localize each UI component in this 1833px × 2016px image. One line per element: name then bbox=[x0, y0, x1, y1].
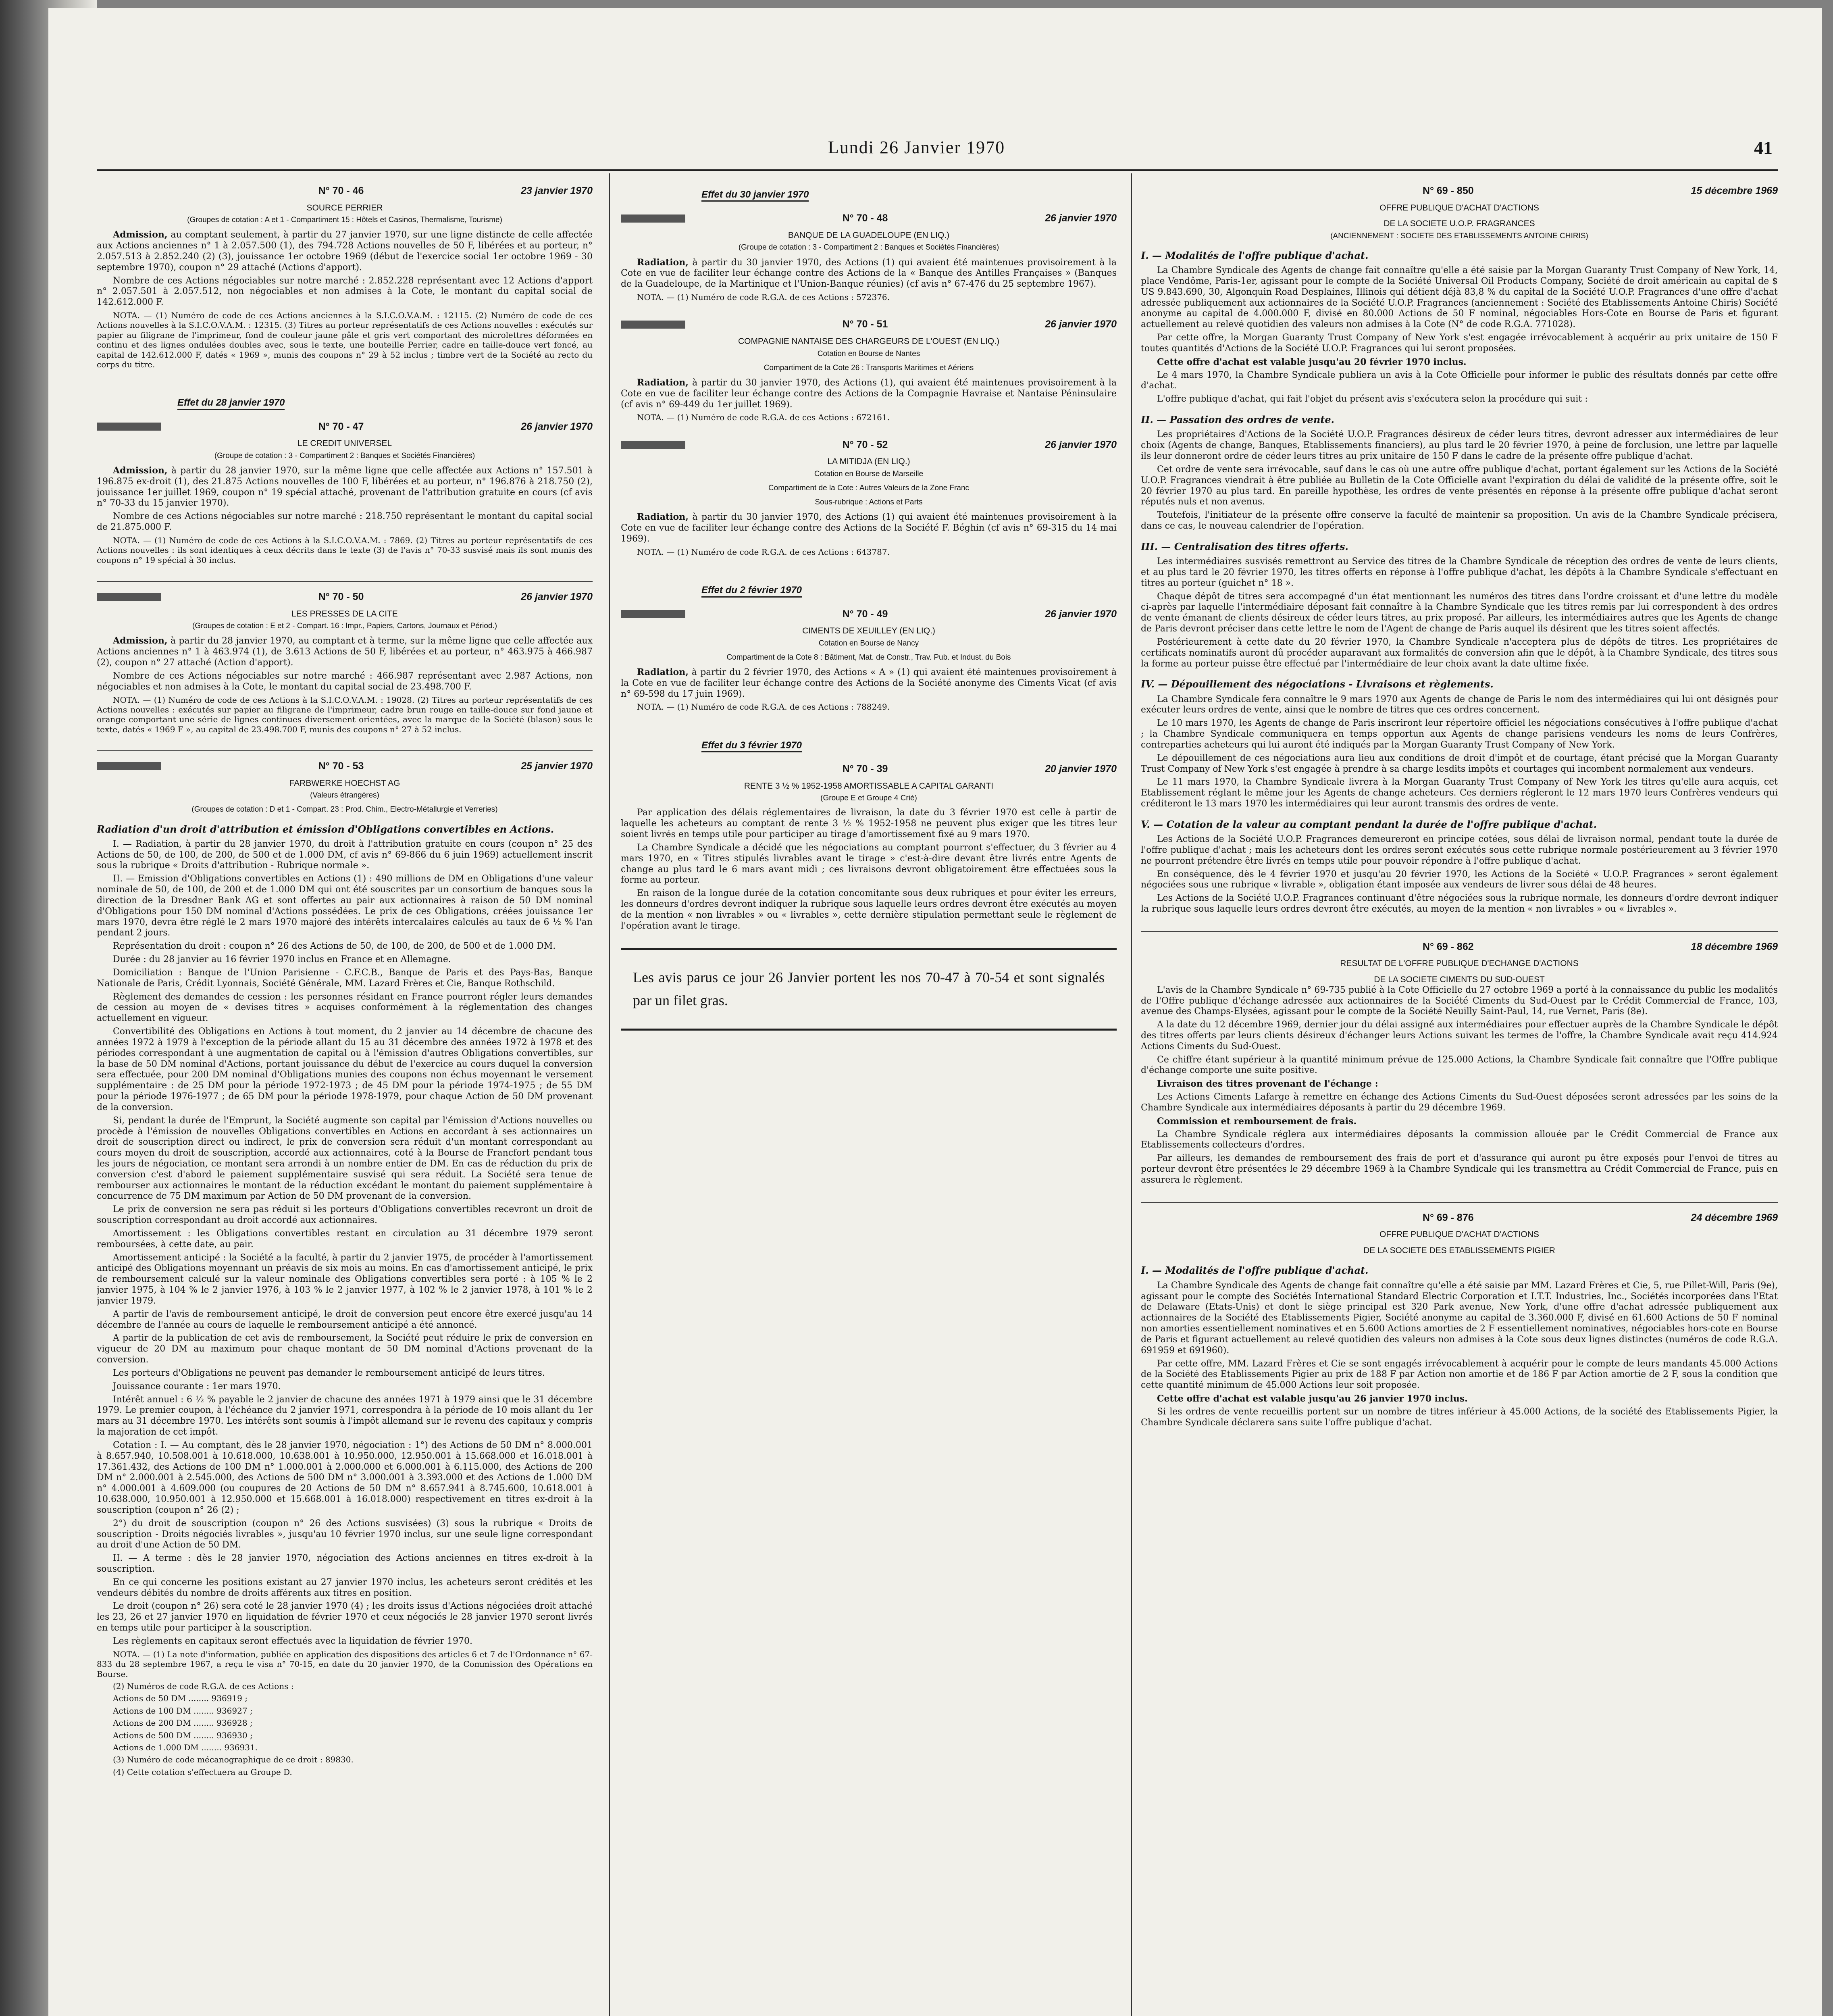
notice-summary: Les avis parus ce jour 26 Janvier portent les nos 70-47 à 70-54 et sont signalés par un filet gras. bbox=[633, 969, 1105, 1009]
section-heading: II. — Passation des ordres de vente. bbox=[1141, 414, 1334, 426]
column-divider-1 bbox=[609, 173, 610, 2016]
paragraph: II. — Emission d'Obligations convertibles en Actions (1) : 490 millions de DM en Obligations d'une valeur nominale de 50, de 100, de 200 et de 1.000 DM qui ont été souscrites par un consortium de banques sous la direction de la Dresdner Bank AG et sont offertes au pair aux actionnaires à raison de 50 DM nominal d'Obligations pour 150 DM nominal d'Actions possédées. Le prix de ces Obligations, créées jouissance 1er mars 1970, devra être réglé le 2 mars 1970 majoré des intérêts intercalaires calculés au taux de 6 ½ % l'an pendant 2 jours. bbox=[97, 874, 593, 938]
notice-number: N° 70 - 51 bbox=[842, 319, 888, 330]
paragraph: Si, pendant la durée de l'Emprunt, la Société augmente son capital par l'émission d'Actions nouvelles ou procède à l'émission de nouvelles Obligations convertibles en Actions en accordant à ses actionnaires un droit de souscription direct ou indirect, le prix de conversion sera réduit d'un montant correspondant au cours moyen du droit de souscription, accordé aux actionnaires, coté à la Bourse de Francfort pendant tous les jours de négociation, ce montant sera arrondi à un nombre entier de DM. En cas de réduction du prix de conversion c'est d'abord le paiement supplémentaire susvisé qui sera réduit. La Société sera tenue de rembourser aux actionnaires le montant de la réduction excédant le montant du paiement supplémentaire à concurrence de 75 DM maximum par Action de 50 DM provenant de la conversion. bbox=[97, 1115, 593, 1202]
paragraph: La Chambre Syndicale des Agents de change fait connaître qu'elle a été saisie par MM. Lazard Frères et Cie, 5, rue Pillet-Will, Paris (9e), agissant pour le compte des Sociétés International Standard Electric Corporation et I.T.T. Industries, Inc., Sociétés incorporées dans l'Etat de Delaware (Etats-Unis) et dont le siège principal est 320 Park avenue, New York, d'une offre d'achat adressée publiquement aux actionnaires de la Société des Etablissements Pigier, Société anonyme au capital de 3.360.000 F, divisé en 61.600 Actions de 50 F nominal non amorties essentiellement nominatives et en 5.600 Actions amorties de 2 F essentiellement nominatives, négociables hors-cote en Bourse de Paris et figurant actuellement au relevé quotidien des valeurs non admises à la Cote sous deux lignes distinctes (numéros de code R.G.A. 691959 et 691960). bbox=[1141, 1280, 1778, 1356]
company-name: LES PRESSES DE LA CITE bbox=[291, 609, 398, 619]
paragraph: Les Actions de la Société U.O.P. Fragrances continuant d'être négociées sous la rubrique normale, les donneurs d'ordre devront indiquer la rubrique sous laquelle leurs ordres devront être exécutés, au moyen de la mention « non livrables » ou « livrables ». bbox=[1141, 893, 1778, 914]
effective-date-heading: Effet du 2 février 1970 bbox=[701, 584, 802, 597]
paragraph: Jouissance courante : 1er mars 1970. bbox=[113, 1381, 281, 1391]
nota: (4) Cette cotation s'effectuera au Groupe D. bbox=[113, 1767, 292, 1777]
paragraph: Chaque dépôt de titres sera accompagné d'un état mentionnant les numéros des titres dans l'ordre croissant et d'une lettre du modèle ci-après par laquelle l'intermédiaire déposant fait connaître à la Chambre Syndicale que les titres remis par lui correspondent à des ordres de vente émanant de clients désireux de céder leurs titres, au prix proposé. Par ailleurs, les intermédiaires autres que les Agents de change de Paris devront préciser dans cette lettre le nom de l'Agent de change de Paris auquel ils désirent que les titres soient affectés. bbox=[1141, 591, 1778, 634]
notice-69-850 bbox=[1141, 185, 1778, 915]
paragraph: Admission, à partir du 28 janvier 1970, sur la même ligne que celle affectée aux Actions n° 157.501 à 196.875 ex-droit (1), des 21.875 Actions nouvelles de 100 F, libérées et au porteur, n° 196.876 à 218.750 (2), jouissance 1er juillet 1969, coupon n° 19 spécial attaché, provenant de l'attribution gratuite en cours (cf avis n° 70-33 du 15 janvier 1970). bbox=[97, 465, 593, 508]
paragraph: En raison de la longue durée de la cotation concomitante sous deux rubriques et pour éviter les erreurs, les donneurs d'ordres devront indiquer la rubrique sous laquelle leurs ordres devront être exécutés au moyen de la mention « non livrables » ou « livrables », cette dernière stipulation permettant seule le règlement de l'opération avant le tirage. bbox=[621, 888, 1117, 931]
group-line: (Groupes de cotation : E et 2 - Compart. 16 : Impr., Papiers, Cartons, Journaux et Périod.) bbox=[192, 622, 497, 631]
paragraph: Domiciliation : Banque de l'Union Parisienne - C.F.C.B., Banque de Paris et des Pays-Bas, Banque Nationale de Paris, Crédit Lyonnais, Société Générale, MM. Lazard Frères et Cie, Banque Rothschild. bbox=[97, 967, 593, 989]
bold-rule-marker bbox=[621, 441, 685, 449]
paragraph: Postérieurement à cette date du 20 février 1970, la Chambre Syndicale n'acceptera plus de dépôts de titres. Les propriétaires de certificats nominatifs auront dû procéder auparavant aux formalités de conversion afin que le dépôt, à la Chambre Syndicale, des titres sous la forme au porteur puisse être effectué par l'intermédiaire de leur choix avant la date ultime fixée. bbox=[1141, 637, 1778, 669]
notice-date: 26 janvier 1970 bbox=[521, 591, 593, 603]
nota: (2) Numéros de code R.G.A. de ces Actions : bbox=[113, 1681, 294, 1691]
paragraph: Les intermédiaires susvisés remettront au Service des titres de la Chambre Syndicale de réception des ordres de vente de leurs clients, et au plus tard le 20 février 1970, les titres offerts en réponse à l'offre publique d'achat, les dépôts à la Chambre Syndicale s'effectuant en titres au porteur (guichet n° 18 ». bbox=[1141, 556, 1778, 588]
notice-69-876 bbox=[1141, 1212, 1778, 1429]
notice-date: 26 janvier 1970 bbox=[1045, 439, 1117, 450]
paragraph: A partir de l'avis de remboursement anticipé, le droit de conversion peut encore être exercé jusqu'au 14 décembre de l'année au cours de laquelle le remboursement anticipé a été annoncé. bbox=[97, 1309, 593, 1330]
code-line: Actions de 200 DM ........ 936928 ; bbox=[113, 1718, 253, 1728]
paragraph: Admission, à partir du 28 janvier 1970, au comptant et à terme, sur la même ligne que celle affectée aux Actions anciennes n° 1 à 463.974 (1), de 3.613 Actions de 50 F, libérées et au porteur, n° 463.975 à 466.987 (2), coupon n° 27 attaché (Action d'apport). bbox=[97, 635, 593, 668]
paragraph: Ce chiffre étant supérieur à la quantité minimum prévue de 125.000 Actions, la Chambre Syndicale fait connaître que l'Offre publique d'échange comporte une suite positive. bbox=[1141, 1054, 1778, 1076]
paragraph: Le 4 mars 1970, la Chambre Syndicale publiera un avis à la Cote Officielle pour informer le public des résultats donnés par cette offre d'achat. bbox=[1141, 370, 1778, 391]
paragraph: Intérêt annuel : 6 ½ % payable le 2 janvier de chacune des années 1971 à 1979 ainsi que le 31 décembre 1979. Le premier coupon, à l'échéance du 2 janvier 1971, correspondra à la période de 10 mois allant du 1er mars au 31 décembre 1970. Les intérêts sont soumis à l'impôt allemand sur le revenu des capitaux y compris la majoration de cet impôt. bbox=[97, 1394, 593, 1437]
separator bbox=[97, 581, 593, 582]
company-name: COMPAGNIE NANTAISE DES CHARGEURS DE L'OUEST (EN LIQ.) bbox=[738, 336, 1000, 346]
paragraph: L'avis de la Chambre Syndicale n° 69-735 publié à la Cote Officielle du 27 octobre 1969 a porté à la connaissance du public les modalités de l'Offre publique d'échange adressée aux actionnaires de la Société Ciments du Sud-Ouest par le Crédit Commercial de France, 103, avenue des Champs-Elysées, agissant pour le compte de la Société Neuilly Saint-Paul, 14, rue Vernet, Paris (8e). bbox=[1141, 985, 1778, 1017]
paragraph: Cotation : I. — Au comptant, dès le 28 janvier 1970, négociation : 1°) des Actions de 50 DM n° 8.000.001 à 8.657.940, 10.508.001 à 10.618.000, 10.638.001 à 10.950.000, 12.950.001 à 15.668.000 et 16.018.001 à 17.361.432, des Actions de 100 DM n° 1.000.001 à 2.000.000 et 6.000.001 à 6.115.000, des Actions de 200 DM n° 2.000.001 à 2.545.000, des Actions de 500 DM n° 3.000.001 à 3.393.000 et des Actions de 1.000 DM n° 4.000.001 à 4.609.000 (ou coupures de 20 Actions de 50 DM n° 8.657.941 à 8.745.600, 10.618.001 à 10.638.000, 10.950.001 à 12.950.000 et 15.668.001 à 16.018.000) respectivement en titres ex-droit à la souscription (coupon n° 26 (2) ; bbox=[97, 1440, 593, 1515]
company-name: LA MITIDJA (EN LIQ.) bbox=[827, 457, 910, 467]
paragraph: Cette offre d'achat est valable jusqu'au 20 février 1970 inclus. bbox=[1157, 356, 1467, 367]
paragraph: Convertibilité des Obligations en Actions à tout moment, du 2 janvier au 14 décembre de chacune des années 1972 à 1979 à l'exception de la période allant du 15 au 31 décembre des années 1972 à 1978 et des périodes correspondant à une augmentation de capital ou à l'émission d'autres Obligations convertibles, sur la base de 50 DM nominal d'Actions, portant jouissance du début de l'exercice au cours duquel la conversion sera effectuée, pour 200 DM nominal d'Obligations munies des coupons non échus moyennant le versement supplémentaire : de 25 DM pour la période 1972-1973 ; de 45 DM pour la période 1974-1975 ; de 55 DM pour la période 1976-1977 ; de 65 DM pour la période 1978-1979, pour chaque Action de 50 DM provenant de la conversion. bbox=[97, 1027, 593, 1112]
sub-line: Cotation en Bourse de Nantes bbox=[817, 349, 920, 358]
nota: NOTA. — (1) Numéro de code de ces Actions à la S.I.C.O.V.A.M. : 19028. (2) Titres au porteur représentatifs de ces Actions nouvelles : exécutés sur papier au filigrane de l'imprimeur, cadre brun rouge en taille-douce sur fond jaune et orange comportant une série de lignes continues diversement orientées, avec la marque de la Société (blason) sous le texte, datés « 1969 F », au capital de 23.498.700 F, munis des coupons n° 27 à 52 inclus. bbox=[97, 695, 593, 734]
section-heading: V. — Cotation de la valeur au comptant pendant la durée de l'offre publique d'achat. bbox=[1141, 818, 1597, 830]
paragraph: 2°) du droit de souscription (coupon n° 26 des Actions susvisées) (3) sous la rubrique « Droits de souscription - Droits négociés livrables », jusqu'au 10 février 1970 inclus, sur une seule ligne correspondant au droit d'une Action de 50 DM. bbox=[97, 1518, 593, 1550]
company-name: LE CREDIT UNIVERSEL bbox=[297, 439, 392, 448]
notice-number: N° 70 - 39 bbox=[842, 763, 888, 775]
group-line: (Groupe de cotation : 3 - Compartiment 2 : Banques et Sociétés Financières) bbox=[738, 243, 999, 252]
nota: NOTA. — (1) Numéro de code de ces Actions à la S.I.C.O.V.A.M. : 7869. (2) Titres au porteur représentatifs de ces Actions nouvelles : ils sont identiques à ceux décrits dans le texte (3) de l'avis n° 70-33 susvisé mais ils sont munis des coupons n° 19 spécial à 30 inclus. bbox=[97, 535, 593, 565]
group-line: (Groupes de cotation : D et 1 - Compart. 23 : Prod. Chim., Electro-Métallurgie et Verreries) bbox=[191, 805, 498, 814]
notice-70-52 bbox=[621, 439, 1117, 557]
separator bbox=[97, 750, 593, 751]
section-heading: I. — Modalités de l'offre publique d'achat. bbox=[1141, 249, 1369, 261]
paragraph: L'offre publique d'achat, qui fait l'objet du présent avis s'exécutera selon la procédure qui suit : bbox=[1157, 394, 1588, 404]
notice-number: N° 69 - 850 bbox=[1422, 185, 1474, 196]
column-3 bbox=[1141, 177, 1778, 2016]
bold-rule-marker bbox=[97, 423, 161, 431]
paragraph: Les propriétaires d'Actions de la Société U.O.P. Fragrances désireux de céder leurs titres, devront adresser aux intermédiaires de leur choix (Agents de change, Banques, Etablissements financiers), au plus tard le 20 février 1970, à peine de forclusion, une lettre par laquelle ils leur donneront ordre de céder leurs titres au prix unitaire de 150 F dans le cadre de la présente offre publique d'achat. bbox=[1141, 429, 1778, 462]
paragraph: Les Actions Ciments Lafarge à remettre en échange des Actions Ciments du Sud-Ouest déposées seront adressées par les soins de la Chambre Syndicale aux intermédiaires déposants à partir du 29 décembre 1969. bbox=[1141, 1092, 1778, 1113]
paragraph: Toutefois, l'initiateur de la présente offre conserve la faculté de maintenir sa proposition. Un avis de la Chambre Syndicale précisera, dans ce cas, le nouveau calendrier de l'opération. bbox=[1141, 510, 1778, 531]
sub-rubrique-line: Sous-rubrique : Actions et Parts bbox=[815, 498, 923, 507]
nota: NOTA. — (1) Numéro de code R.G.A. de ces Actions : 643787. bbox=[637, 547, 890, 557]
notice-date: 24 décembre 1969 bbox=[1691, 1212, 1778, 1223]
paragraph: Radiation, à partir du 30 janvier 1970, des Actions (1) qui avaient été maintenues provisoirement à la Cote en vue de faciliter leur échange contre des Actions de la « Banque des Antilles Françaises » (Banques de la Guadeloupe, de la Martinique et l'Union-Banque réunies) (cf avis n° 67-476 du 25 septembre 1967). bbox=[621, 257, 1117, 289]
paragraph: Règlement des demandes de cession : les personnes résidant en France pourront régler leurs demandes de cession au moyen de « devises titres » acquises conformément à la réglementation des changes actuellement en vigueur. bbox=[97, 991, 593, 1024]
sub-line: Cotation en Bourse de Nancy bbox=[818, 639, 919, 648]
paragraph: A la date du 12 décembre 1969, dernier jour du délai assigné aux intermédiaires pour effectuer auprès de la Chambre Syndicale le dépôt des titres offerts par leurs clients désireux d'échanger leurs Actions suivant les termes de l'offre, la Chambre Syndicale avait reçu 414.924 Actions Ciments du Sud-Ouest. bbox=[1141, 1020, 1778, 1052]
company-name-2: DE LA SOCIETE DES ETABLISSEMENTS PIGIER bbox=[1363, 1245, 1555, 1255]
notice-date: 26 janvier 1970 bbox=[1045, 608, 1117, 620]
notice-date: 26 janvier 1970 bbox=[521, 421, 593, 432]
separator bbox=[1141, 931, 1778, 932]
company-name: SOURCE PERRIER bbox=[306, 203, 383, 212]
nota: NOTA. — (1) Numéro de code R.G.A. de ces Actions : 672161. bbox=[637, 412, 890, 423]
paragraph: II. — A terme : dès le 28 janvier 1970, négociation des Actions anciennes en titres ex-droit à la souscription. bbox=[97, 1553, 593, 1574]
paragraph: I. — Radiation, à partir du 28 janvier 1970, du droit à l'attribution gratuite en cours (coupon n° 25 des Actions de 50, de 100, de 200, de 500 et de 1.000 DM, cf avis n° 69-866 du 6 juin 1969) actuellement inscrit sous la rubrique « Droits d'attribution - Rubrique normale ». bbox=[97, 839, 593, 871]
group-line: Compartiment de la Cote : Autres Valeurs de la Zone Franc bbox=[768, 484, 970, 493]
paragraph: Les règlements en capitaux seront effectués avec la liquidation de février 1970. bbox=[113, 1636, 473, 1646]
company-name: OFFRE PUBLIQUE D'ACHAT D'ACTIONS bbox=[1379, 1230, 1539, 1239]
code-line: Actions de 500 DM ........ 936930 ; bbox=[113, 1730, 253, 1740]
nota: NOTA. — (1) Numéro de code R.G.A. de ces Actions : 788249. bbox=[637, 702, 890, 712]
code-line: Actions de 1.000 DM ........ 936931. bbox=[113, 1742, 258, 1752]
heavy-separator bbox=[621, 1029, 1117, 1031]
paragraph: Nombre de ces Actions négociables sur notre marché : 218.750 représentant le montant du capital social de 21.875.000 F. bbox=[97, 511, 593, 533]
paragraph: Représentation du droit : coupon n° 26 des Actions de 50, de 100, de 200, de 500 et de 1.000 DM. bbox=[113, 941, 556, 952]
paragraph: Cet ordre de vente sera irrévocable, sauf dans le cas où une autre offre publique d'achat, portant également sur les Actions de la Société U.O.P. Fragrances viendrait à être publiée au Bulletin de la Cote Officielle avant l'expiration du délai de validité de la présente offre, soit le 20 février 1970 au plus tard. En pareille hypothèse, les ordres de vente présentés en réponse à la présente offre publique d'achat seront réputés nuls et non avenus. bbox=[1141, 464, 1778, 507]
notice-number: N° 70 - 49 bbox=[842, 608, 888, 620]
notice-number: N° 70 - 46 bbox=[318, 185, 364, 196]
paragraph: La Chambre Syndicale fera connaître le 9 mars 1970 aux Agents de change de Paris le nom des intermédiaires qui lui ont désignés pour exécuter leurs ordres de vente, ainsi que le nombre de titres que ces ordres concernent. bbox=[1141, 694, 1778, 715]
group-line: (Groupe de cotation : 3 - Compartiment 2 : Banques et Sociétés Financières) bbox=[214, 451, 475, 460]
company-name: RESULTAT DE L'OFFRE PUBLIQUE D'ECHANGE D'ACTIONS bbox=[1340, 959, 1579, 968]
notice-70-46 bbox=[97, 185, 593, 369]
notice-marker bbox=[97, 187, 161, 195]
paragraph: Le 11 mars 1970, la Chambre Syndicale livrera à la Morgan Guaranty Trust Company of New York les titres qu'elle aura acquis, cet Etablissement réglant le même jour les Agents de change acheteurs. Ces derniers régleront le 12 mars 1970 leurs Confrères vendeurs qui créditeront le 13 mars 1970 les intermédiaires qui leur auront transmis des ordres de vente. bbox=[1141, 777, 1778, 809]
paragraph: Radiation, à partir du 2 février 1970, des Actions « A » (1) qui avaient été maintenues provisoirement à la Cote en vue de faciliter leur échange contre des Actions de la Société anonyme des Ciments Vicat (cf avis n° 69-598 du 17 juin 1969). bbox=[621, 666, 1117, 699]
effective-date-heading: Effet du 28 janvier 1970 bbox=[177, 397, 285, 410]
paragraph: Radiation, à partir du 30 janvier 1970, des Actions (1) qui avaient été maintenues provisoirement à la Cote en vue de faciliter leur échange contre des Actions de la Société F. Béghin (cf avis n° 69-315 du 14 mai 1969). bbox=[621, 512, 1117, 544]
notice-70-51 bbox=[621, 318, 1117, 422]
paragraph: Durée : du 28 janvier au 16 février 1970 inclus en France et en Allemagne. bbox=[113, 954, 451, 965]
paragraph: Le droit (coupon n° 26) sera coté le 28 janvier 1970 (4) ; les droits issus d'Actions négociées droit attaché les 23, 26 et 27 janvier 1970 en liquidation de février 1970 et ceux négociés le 28 janvier 1970 seront livrés en temps utile pour participer à la souscription. bbox=[97, 1601, 593, 1633]
effective-date-heading: Effet du 3 février 1970 bbox=[701, 739, 802, 752]
code-line: Actions de 50 DM ........ 936919 ; bbox=[113, 1693, 248, 1704]
group-line: (Groupes de cotation : A et 1 - Compartiment 15 : Hôtels et Casinos, Thermalisme, Tourisme) bbox=[187, 216, 502, 225]
paragraph: Amortissement : les Obligations convertibles restant en circulation au 31 décembre 1979 seront remboursées, à cette date, au pair. bbox=[97, 1228, 593, 1250]
column-2 bbox=[621, 177, 1117, 2016]
nota: NOTA. — (1) La note d'information, publiée en application des dispositions des articles 6 et 7 de l'Ordonnance n° 67-833 du 28 septembre 1967, a reçu le visa n° 70-15, en date du 20 janvier 1970, de la Commission des Opérations en Bourse. bbox=[97, 1649, 593, 1679]
paragraph: Nombre de ces Actions négociables sur notre marché : 466.987 représentant avec 2.987 Actions, non négociables et non admises à la Cote, le montant du capital social de 23.498.700 F. bbox=[97, 671, 593, 692]
bold-rule-marker bbox=[97, 762, 161, 770]
notice-date: 25 janvier 1970 bbox=[521, 760, 593, 772]
section-heading: III. — Centralisation des titres offerts. bbox=[1141, 540, 1348, 552]
nota: (3) Numéro de code mécanographique de ce droit : 89830. bbox=[113, 1755, 354, 1765]
paragraph: La Chambre Syndicale a décidé que les négociations au comptant pourront s'effectuer, du 3 février au 4 mars 1970, en « Titres stipulés livrables avant le tirage » c'est-à-dire devant être livrés entre Agents de change au plus tard le 6 mars avant midi ; ces livraisons devront obligatoirement être effectuées sous la forme au porteur. bbox=[621, 842, 1117, 885]
paragraph: Nombre de ces Actions négociables sur notre marché : 2.852.228 représentant avec 12 Actions d'apport n° 2.057.501 à 2.057.512, non négociables et non admises à la Cote, le montant du capital social de 142.612.000 F. bbox=[97, 275, 593, 308]
notice-date: 23 janvier 1970 bbox=[521, 185, 593, 196]
notice-69-862 bbox=[1141, 941, 1778, 1186]
notice-date: 15 décembre 1969 bbox=[1691, 185, 1778, 196]
effective-date-heading: Effet du 30 janvier 1970 bbox=[701, 189, 809, 202]
column-divider-2 bbox=[1131, 173, 1132, 2016]
bold-rule-marker bbox=[621, 321, 685, 329]
notice-number: N° 70 - 50 bbox=[318, 591, 364, 603]
company-name: RENTE 3 ½ % 1952-1958 AMORTISSABLE A CAPITAL GARANTI bbox=[744, 781, 994, 791]
notice-70-49 bbox=[621, 608, 1117, 712]
notice-70-53 bbox=[97, 760, 593, 1777]
notice-number: N° 70 - 47 bbox=[318, 421, 364, 432]
separator bbox=[1141, 1202, 1778, 1203]
notice-70-48 bbox=[621, 212, 1117, 302]
paragraph: La Chambre Syndicale réglera aux intermédiaires déposants la commission allouée par le Crédit Commercial de France aux Etablissements collecteurs d'ordres. bbox=[1141, 1129, 1778, 1150]
paragraph: Amortissement anticipé : la Société a la faculté, à partir du 2 janvier 1975, de procéder à l'amortissement anticipé des Obligations moyennant un préavis de six mois au moins. En cas d'amortissement anticipé, le prix de remboursement calculé sur la valeur nominale des Obligations convertibles sera porté : à 105 % le 2 janvier 1975, à 104 % le 2 janvier 1976, à 103 % le 2 janvier 1977, à 102 % le 2 janvier 1978, à 101 % le 2 janvier 1979. bbox=[97, 1252, 593, 1306]
notice-date: 26 janvier 1970 bbox=[1045, 212, 1117, 224]
notice-date: 20 janvier 1970 bbox=[1045, 763, 1117, 775]
paragraph: Par cette offre, MM. Lazard Frères et Cie se sont engagés irrévocablement à acquérir pour le compte de leurs mandants 45.000 Actions de la Société des Etablissements Pigier au prix de 188 F par Action non amortie et de 186 F par Action amortie de 2 F, sous la condition que cette quantité minimum de 45.000 Actions leur soit proposée. bbox=[1141, 1358, 1778, 1391]
paragraph: Admission, au comptant seulement, à partir du 27 janvier 1970, sur une ligne distincte de celle affectée aux Actions anciennes n° 1 à 2.057.500 (1), des 794.728 Actions nouvelles de 50 F, libérées et au porteur, n° 2.057.513 à 2.852.240 (2) (3), jouissance 1er octobre 1969 (début de l'exercice social 1er octobre 1969 - 30 septembre 1970), coupon n° 29 attaché (Actions d'apport). bbox=[97, 229, 593, 273]
paragraph: En ce qui concerne les positions existant au 27 janvier 1970 inclus, les acheteurs seront crédités et les vendeurs débités du nombre de droits afférents aux titres en position. bbox=[97, 1577, 593, 1598]
paragraph: Les porteurs d'Obligations ne peuvent pas demander le remboursement anticipé de leurs titres. bbox=[113, 1368, 545, 1378]
notice-marker bbox=[1141, 1214, 1205, 1222]
bold-rule-marker bbox=[621, 215, 685, 223]
paragraph: A partir de la publication de cet avis de remboursement, la Société peut réduire le prix de conversion en vigueur de 20 DM au maximum pour chaque montant de 50 DM nominal d'Actions provenant de la conversion. bbox=[97, 1333, 593, 1365]
company-name: BANQUE DE LA GUADELOUPE (EN LIQ.) bbox=[788, 230, 950, 240]
paragraph: En conséquence, dès le 4 février 1970 et jusqu'au 20 février 1970, les Actions de la Société « U.O.P. Fragrances » seront également négociées sous une rubrique « livrable », obligation étant imposée aux vendeurs de livrer sous délai de 48 heures. bbox=[1141, 869, 1778, 890]
code-line: Actions de 100 DM ........ 936927 ; bbox=[113, 1706, 253, 1716]
paragraph: Les Actions de la Société U.O.P. Fragrances demeureront en principe cotées, sous délai de livraison normal, pendant toute la durée de l'offre publique d'achat ; mais les acheteurs dont les ordres seront exécutés sous cette rubrique normale postérieurement au 3 février 1970 ne pourront prétendre être livrés en temps utile pour pouvoir répondre à l'offre publique d'achat. bbox=[1141, 834, 1778, 866]
company-name-2: DE LA SOCIETE CIMENTS DU SUD-OUEST bbox=[1374, 975, 1545, 985]
paragraph: Radiation, à partir du 30 janvier 1970, des Actions (1), qui avaient été maintenues provisoirement à la Cote en vue de faciliter leur échange contre des Actions de la Compagnie Havraise et Nantaise Péninsulaire (cf avis n° 69-449 du 1er juillet 1969). bbox=[621, 377, 1117, 410]
paragraph: La Chambre Syndicale des Agents de change fait connaître qu'elle a été saisie par la Morgan Guaranty Trust Company of New York, 14, place Vendôme, Paris-1er, agissant pour le compte de la Société Universal Oil Products Company, Société de droit américain au capital de $ US 9.843.690, 30, Algonquin Road Desplaines, Illinois qui détient déjà 83,8 % du capital de la Société U.O.P. Fragrances d'une offre d'achat adressée publiquement aux actionnaires de la Société U.O.P. Fragrances (anciennement : Société des Etablissements Antoine Chiris) Société anonyme au capital de 4.000.000 F, divisé en 80.000 Actions de 50 F nominal, négociables Hors-Cote en Bourse de Paris et figurant actuellement au relevé quotidien des valeurs non admises à la Cote (N° de code R.G.A. 771028). bbox=[1141, 265, 1778, 330]
notice-number: N° 70 - 48 bbox=[842, 212, 888, 224]
company-name-2: DE LA SOCIETE U.O.P. FRAGRANCES bbox=[1384, 219, 1535, 229]
company-name: FARBWERKE HOECHST AG bbox=[289, 778, 400, 788]
paragraph: Si les ordres de vente recueillis portent sur un nombre de titres inférieur à 45.000 Actions, de la société des Etablissements Pigier, la Chambre Syndicale déclarera sans suite l'offre publique d'achat. bbox=[1141, 1406, 1778, 1428]
company-name: OFFRE PUBLIQUE D'ACHAT D'ACTIONS bbox=[1379, 203, 1539, 212]
notice-70-50 bbox=[97, 591, 593, 734]
notice-date: 18 décembre 1969 bbox=[1691, 941, 1778, 952]
notice-70-39 bbox=[621, 763, 1117, 931]
bold-rule-marker bbox=[621, 610, 685, 618]
notice-marker bbox=[621, 765, 685, 773]
page-number: 41 bbox=[1754, 137, 1773, 158]
group-line: Compartiment de la Cote 26 : Transports Maritimes et Aériens bbox=[764, 363, 974, 372]
notice-marker bbox=[1141, 943, 1205, 951]
paragraph: Par ailleurs, les demandes de remboursement des frais de port et d'assurance qui auront pu être exposés pour l'envoi de titres au porteur devront être présentées le 29 décembre 1969 à la Chambre Syndicale qui les transmettra au Crédit Commercial de France, puis en assurera le règlement. bbox=[1141, 1153, 1778, 1185]
notice-number: N° 70 - 53 bbox=[318, 760, 364, 772]
bold-rule-marker bbox=[97, 593, 161, 601]
paragraph: Le dépouillement de ces négociations aura lieu aux conditions de droit d'impôt et de courtage, étant précisé que la Morgan Guaranty Trust Company of New York s'est engagée à prendre à sa charge lesdits impôts et courtages qui incombent normalement aux vendeurs. bbox=[1141, 753, 1778, 774]
paragraph: Par cette offre, la Morgan Guaranty Trust Company of New York s'est engagée irrévocablement à acquérir au prix unitaire de 150 F toutes quantités d'Actions de la Société U.O.P. Fragrances qui lui seront proposées. bbox=[1141, 333, 1778, 354]
group-line: (Groupe E et Groupe 4 Crié) bbox=[820, 794, 917, 803]
heavy-separator bbox=[621, 948, 1117, 950]
notice-number: N° 70 - 52 bbox=[842, 439, 888, 450]
notice-number: N° 69 - 862 bbox=[1422, 941, 1474, 952]
paragraph: Cette offre d'achat est valable jusqu'au 26 janvier 1970 inclus. bbox=[1157, 1393, 1468, 1404]
notice-70-47 bbox=[97, 421, 593, 565]
running-head: Lundi 26 Janvier 1970 bbox=[828, 137, 1005, 157]
notice-number: N° 69 - 876 bbox=[1422, 1212, 1474, 1223]
paragraph: Livraison des titres provenant de l'échange : bbox=[1157, 1079, 1378, 1089]
nota: NOTA. — (1) Numéro de code de ces Actions anciennes à la S.I.C.O.V.A.M. : 12115. (2) Numéro de code de ces Actions nouvelles à la S.I.C.O.V.A.M. : 12315. (3) Titres au porteur représentatifs de ces Actions nouvelles : exécutés sur papier au filigrane de l'imprimeur, fond de couleur jaune pâle et gris vert comportant des microlettres déformées en continu et des lignes ondulées doubles avec, sous le texte, une bouteille Perrier, cadre en taille-douce vert foncé, au capital de 142.612.000 F, datés « 1969 », munis des coupons n° 29 à 52 inclus ; timbre vert de la Société au recto du corps du titre. bbox=[97, 310, 593, 370]
section-heading: IV. — Dépouillement des négociations - Livraisons et règlements. bbox=[1141, 678, 1494, 690]
sub-line: (Valeurs étrangères) bbox=[310, 791, 379, 800]
group-line: (ANCIENNEMENT : SOCIETE DES ETABLISSEMENTS ANTOINE CHIRIS) bbox=[1330, 231, 1588, 240]
paragraph: Le 10 mars 1970, les Agents de change de Paris inscriront leur répertoire officiel les négociations consécutives à l'offre publique d'achat ; la Chambre Syndicale communiquera en temps opportun aux Agents de change parisiens vendeurs les noms de leurs Confrères, contreparties acheteurs qui lui auront été indiqués par la Morgan Guaranty Trust Company of New York. bbox=[1141, 718, 1778, 750]
paragraph: Par application des délais réglementaires de livraison, la date du 3 février 1970 est celle à partir de laquelle les acheteurs au comptant de rente 3 ½ % 1952-1958 ne peuvent plus exiger que les titres leur soient livrés en temps utile pour participer au tirage d'amortissement fixé au 9 mars 1970. bbox=[621, 808, 1117, 840]
section-heading: I. — Modalités de l'offre publique d'achat. bbox=[1141, 1264, 1369, 1277]
paragraph: Le prix de conversion ne sera pas réduit si les porteurs d'Obligations convertibles recevront un droit de souscription correspondant au droit accordé aux actionnaires. bbox=[97, 1204, 593, 1226]
sub-line: Cotation en Bourse de Marseille bbox=[814, 469, 924, 478]
nota: NOTA. — (1) Numéro de code R.G.A. de ces Actions : 572376. bbox=[637, 292, 890, 302]
header-rule bbox=[97, 169, 1778, 171]
paragraph: Commission et remboursement de frais. bbox=[1157, 1116, 1357, 1127]
company-name: CIMENTS DE XEUILLEY (EN LIQ.) bbox=[802, 626, 935, 636]
group-line: Compartiment de la Cote 8 : Bâtiment, Mat. de Constr., Trav. Pub. et Indust. du Bois bbox=[726, 653, 1011, 662]
column-1 bbox=[97, 177, 593, 2016]
section-heading: Radiation d'un droit d'attribution et émission d'Obligations convertibles en Actions. bbox=[97, 823, 554, 835]
notice-date: 26 janvier 1970 bbox=[1045, 319, 1117, 330]
notice-marker bbox=[1141, 187, 1205, 195]
